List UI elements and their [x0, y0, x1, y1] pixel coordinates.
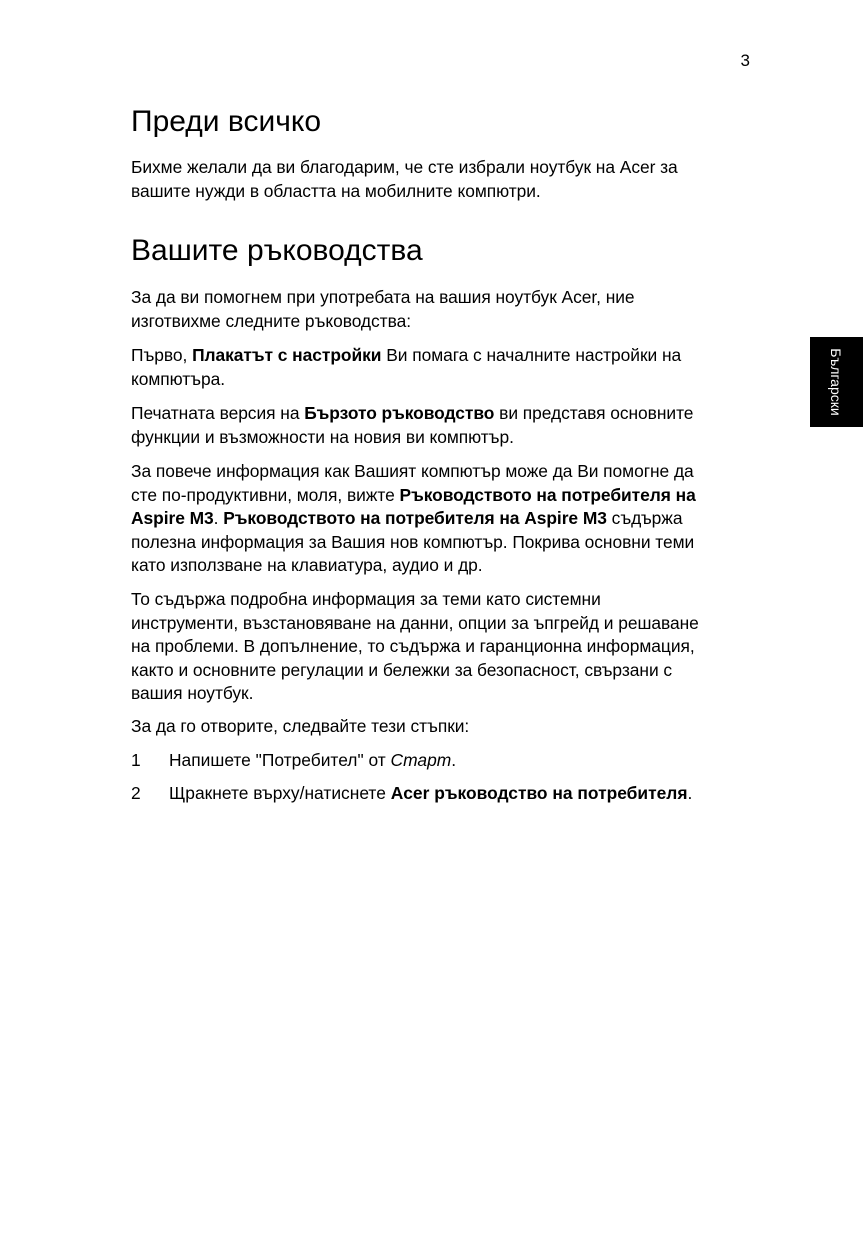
guides-intro-line-1: За да ви помогнем при употребата на вашия ноутбук Acer, ние	[131, 287, 635, 307]
user-guide-line-2-prefix: сте по-продуктивни, моля, вижте	[131, 484, 400, 505]
step-number-1: 1	[131, 750, 141, 770]
setup-poster-suffix: Ви помага с началните настройки на	[381, 345, 682, 365]
open-steps-intro: За да го отворите, следвайте тези стъпки:	[131, 716, 470, 736]
quick-guide-prefix: Печатната версия на	[131, 403, 305, 423]
guides-intro-paragraph	[131, 286, 751, 333]
step-item-1	[131, 749, 751, 773]
details-line-3: на проблеми. В допълнение, то съдържа и гаранционна информация,	[131, 636, 695, 656]
details-line-5: вашия ноутбук.	[131, 683, 254, 703]
step-text-1-start: Старт	[390, 750, 452, 770]
details-line-4: както и основните регулации и бележки за безопасност, свързани с	[131, 659, 673, 680]
language-tab	[810, 337, 863, 427]
user-guide-name-part-2: Aspire M3	[131, 508, 214, 528]
details-paragraph	[131, 588, 751, 706]
page-number: 3	[740, 51, 750, 70]
step-text-1-prefix: Напишете "Потребител" от	[169, 750, 391, 770]
details-line-1: То съдържа подробна информация за теми като системни	[131, 589, 601, 609]
step-text-1-suffix: .	[451, 750, 457, 770]
setup-poster-name: Плакатът с настройки	[192, 345, 382, 365]
setup-poster-paragraph	[131, 344, 751, 391]
user-guide-name-full: Ръководството на потребителя на Aspire M3	[223, 508, 607, 528]
user-guide-separator: .	[213, 508, 224, 528]
language-tab-label: Български	[828, 348, 844, 416]
step-text-2-app-name: Acer ръководство на потребителя	[390, 783, 688, 803]
user-guide-line-5: като използване на клавиатура, аудио и др.	[131, 555, 483, 575]
setup-poster-prefix: Първо,	[131, 345, 193, 365]
intro-line-1: Бихме желали да ви благодарим, че сте избрали ноутбук на Acer за	[131, 157, 678, 177]
step-number-2: 2	[131, 783, 141, 803]
quick-guide-line-2: функции и възможности на новия ви компютър.	[131, 426, 514, 447]
intro-paragraph	[131, 156, 751, 203]
setup-poster-line-2: компютъра.	[131, 368, 226, 389]
details-line-2: инструменти, възстановяване на данни, опции за ъпгрейд и решаване	[131, 612, 699, 633]
user-guide-paragraph	[131, 460, 751, 578]
step-item-2	[131, 782, 751, 806]
guides-intro-line-2: изготвихме следните ръководства:	[131, 310, 411, 331]
quick-guide-suffix: ви представя основните	[494, 403, 694, 423]
intro-line-2: вашите нужди в областта на мобилните компютри.	[131, 180, 541, 201]
user-guide-line-4: полезна информация за Вашия нов компютър. Покрива основни теми	[131, 531, 695, 552]
quick-guide-name: Бързото ръководство	[304, 403, 495, 423]
step-text-2-prefix: Щракнете върху/натиснете	[169, 783, 391, 803]
user-guide-name-part-1: Ръководството на потребителя на	[399, 484, 696, 505]
user-guide-line-1: За повече информация как Вашият компютър може да Ви помогне да	[131, 461, 694, 481]
section-title-before-all: Преди всичко	[131, 105, 322, 138]
quick-guide-paragraph	[131, 402, 751, 449]
step-text-2-suffix: .	[687, 783, 693, 803]
section-title-your-guides: Вашите ръководства	[131, 234, 423, 267]
user-guide-line-3-suffix: съдържа	[606, 508, 683, 528]
